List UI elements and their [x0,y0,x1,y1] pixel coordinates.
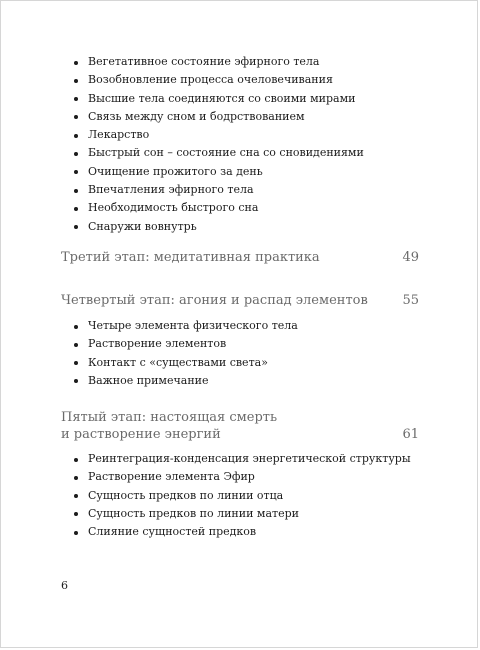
toc-page-number: 61 [402,427,419,442]
toc-sublist-sleep [73,53,364,236]
toc-subitem: Очищение прожитого за день [73,163,364,181]
toc-section-fourth-stage [61,292,419,309]
toc-subitem: Сущность предков по линии матери [73,505,411,523]
toc-section-title-line1: Пятый этап: настоящая смерть [61,410,278,425]
toc-subitem: Важное примечание [73,372,298,390]
toc-subitem: Растворение элемента Эфир [73,468,411,486]
toc-subitem: Впечатления эфирного тела [73,181,364,199]
toc-subitem: Высшие тела соединяются со своими мирами [73,90,364,108]
toc-section-third-stage [61,249,419,266]
toc-subitem: Необходимость быстрого сна [73,199,364,217]
toc-subitem: Связь между сном и бодрствованием [73,108,364,126]
toc-section-title: Четвертый этап: агония и распад элементов [61,293,368,308]
toc-subitem: Четыре элемента физического тела [73,317,298,335]
toc-subitem: Слияние сущностей предков [73,523,411,541]
toc-sublist-fifth-stage [73,450,411,541]
toc-section-fifth-stage [61,409,419,443]
page-number: 6 [61,579,68,592]
toc-subitem: Контакт с «существами света» [73,354,298,372]
toc-section-title-line2: и растворение энергий [61,427,221,442]
toc-subitem: Быстрый сон – состояние сна со сновидениями [73,144,364,162]
toc-section-title: Третий этап: медитативная практика [61,250,320,265]
toc-subitem: Растворение элементов [73,335,298,353]
toc-page-number: 49 [402,250,419,265]
toc-page-number: 55 [402,293,419,308]
toc-subitem: Сущность предков по линии отца [73,487,411,505]
toc-sublist-fourth-stage [73,317,298,390]
toc-subitem: Снаружи вовнутрь [73,218,364,236]
toc-subitem: Реинтеграция-конденсация энергетической структуры [73,450,411,468]
toc-subitem: Вегетативное состояние эфирного тела [73,53,364,71]
toc-subitem: Лекарство [73,126,364,144]
toc-subitem: Возобновление процесса очеловечивания [73,71,364,89]
